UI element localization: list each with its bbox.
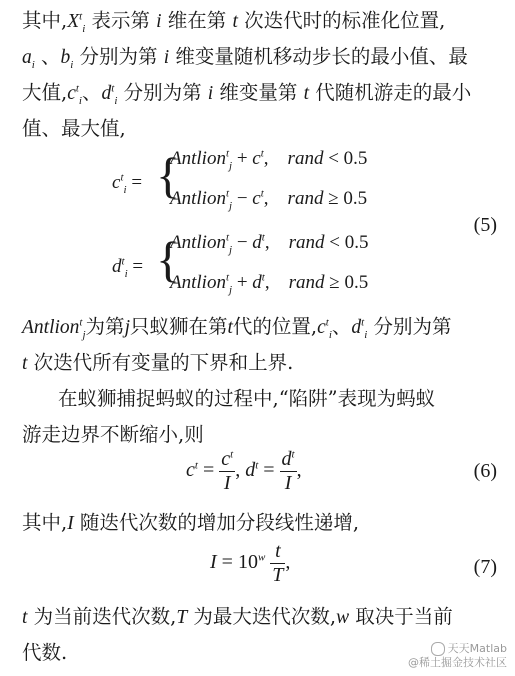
text: 、 (81, 81, 102, 104)
wechat-icon (431, 642, 445, 656)
text: ≥ 0.5 (329, 272, 369, 293)
text: 代随机游走的最小 (309, 81, 472, 104)
para3-line1: 在蚁狮捕捉蚂蚁的过程中,“陷阱”表现为蚂蚁 (58, 387, 436, 410)
watermark-subtitle: @稀土掘金技术社区 (408, 656, 507, 669)
text: Antlion (22, 317, 80, 338)
text: 为最大迭代次数, (187, 605, 337, 628)
brace: { (156, 147, 180, 203)
text: 次迭代所有变量的下界和上界. (27, 351, 294, 374)
watermark-title: 天天Matlab (447, 642, 507, 655)
text: 为第 (85, 315, 125, 338)
text: 分别为第 (73, 45, 164, 68)
text: 其中, (22, 511, 68, 534)
text: 只蚁狮在第 (129, 315, 228, 338)
text: 随迭代次数的增加分段线性递增, (73, 511, 360, 534)
para1-line3: 大值$,c^t_i$、$d^t_i$ 分别为第 i 维变量第 t 代随机游走的最小 (22, 81, 472, 107)
text: rand (287, 148, 324, 169)
text: rand (288, 232, 325, 253)
text: 维在第 (161, 9, 233, 32)
eq5-row4: Antlion$^t_j$ + $d^t$, rand ≥ 0.5 (170, 271, 369, 296)
text: 为当前迭代次数, (27, 605, 177, 628)
eq5-d-lhs: $d^t_i$ = (112, 255, 144, 280)
text: 大值, (22, 81, 68, 104)
text: 代的位置, (232, 315, 318, 338)
para1-line2: $a_i$ 、$b_i$ 分别为第 i 维变量随机移动步长的最小值、最 (22, 45, 468, 71)
watermark (408, 642, 507, 670)
eq5-row1: Antlion$^t_j$ + $c^t$, rand < 0.5 (170, 147, 368, 172)
para1-line4: 值、最大值, (22, 117, 126, 140)
text: < 0.5 (329, 232, 369, 253)
text: rand (287, 188, 324, 209)
text: 分别为第 (367, 315, 452, 338)
text: 维变量第 (213, 81, 304, 104)
text: Antlion (170, 148, 226, 169)
para2-line2: t 次迭代所有变量的下界和上界. (22, 351, 294, 374)
text: 分别为第 (117, 81, 208, 104)
text: 取决于当前 (349, 605, 453, 628)
brace: { (156, 231, 180, 287)
eq7-number: (7) (473, 556, 497, 578)
para5-line2: 代数. (22, 641, 68, 664)
para1-line1: 其中$,X^t_i$ 表示第 i 维在第 t 次迭代时的标准化位置, (22, 9, 446, 35)
text: ≥ 0.5 (328, 188, 368, 209)
text: < 0.5 (328, 148, 368, 169)
eq5-number: (5) (473, 214, 497, 236)
para4-line1: 其中,I 随迭代次数的增加分段线性递增, (22, 511, 360, 534)
eq5-row2: Antlion$^t_j$ − $c^t$, rand ≥ 0.5 (170, 187, 368, 212)
eq5-row3: Antlion$^t_j$ − $d^t$, rand < 0.5 (170, 231, 369, 256)
para5-line1: t 为当前迭代次数,T 为最大迭代次数,w 取决于当前 (22, 605, 453, 628)
text: 表示第 (85, 9, 157, 32)
text: Antlion (170, 188, 226, 209)
text: 10 (237, 551, 258, 574)
equation-6: $c^t$ = $\frac{c^t}{I}$ , $d^t$ = $\frac{d^t}{I}$ , (186, 448, 302, 494)
text: Antlion (170, 272, 226, 293)
text: 其中, (22, 9, 68, 32)
eq6-number: (6) (473, 460, 497, 482)
text: rand (288, 272, 325, 293)
para2-line1: Antlion$^t_j$为第j只蚁狮在第t代的位置$,c^t_i$、$d^t_i$ 分别为第 (22, 315, 452, 341)
text: 、 (331, 315, 352, 338)
eq5-c-lhs: $c^t_i$ = (112, 171, 143, 196)
equation-7: $I = 10^w$ $\frac{t}{T}$ , (210, 540, 291, 586)
text: 次迭代时的标准化位置, (237, 9, 446, 32)
para3-line2: 游走边界不断缩小,则 (22, 423, 204, 446)
text: 、 (34, 45, 61, 68)
text: Antlion (170, 232, 226, 253)
text: 维变量随机移动步长的最小值、最 (169, 45, 468, 68)
